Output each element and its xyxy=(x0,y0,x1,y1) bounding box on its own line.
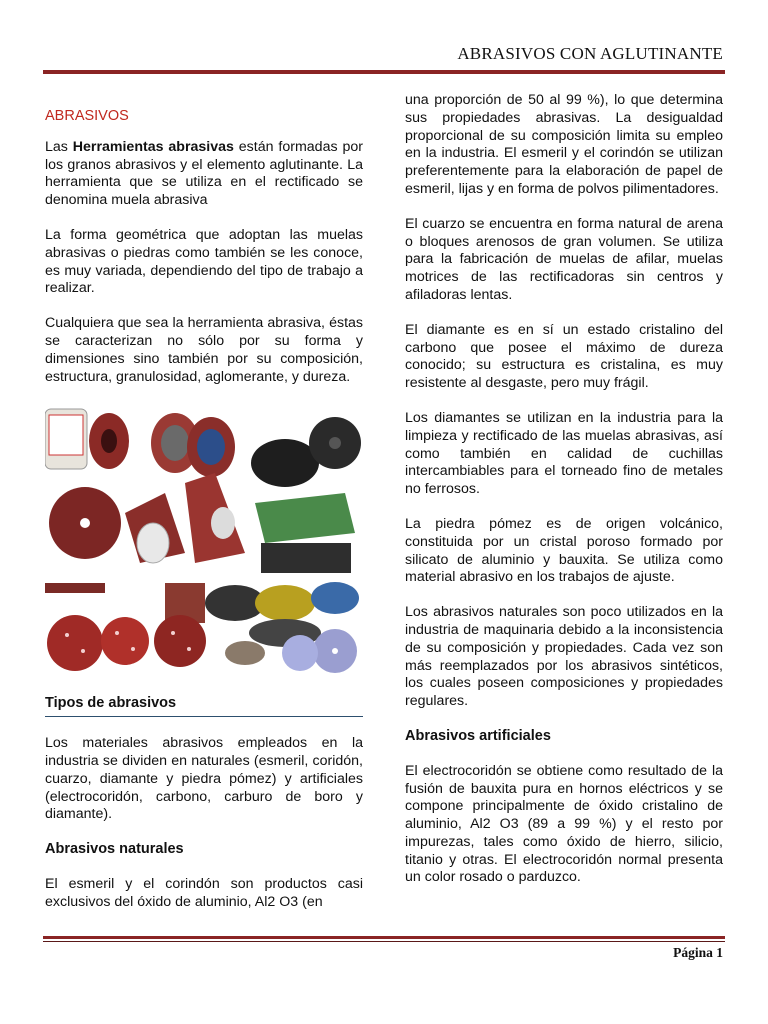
bold-term: Herramientas abrasivas xyxy=(72,138,234,155)
paragraph: La forma geométrica que adoptan las muelas abrasivas o piedras como también se les conoce, es muy variada, dependiendo del tipo de trabajo a realizar. xyxy=(45,226,363,297)
paragraph: El cuarzo se encuentra en forma natural de arena o bloques arenosos de gran volumen. Se utiliza para la fabricación de muelas de afilar, muelas motrices de las rectificadoras sin centros y afiladoras lentas. xyxy=(405,215,723,303)
paragraph xyxy=(45,139,363,210)
header-rule xyxy=(43,70,725,74)
footer-rule-thin xyxy=(43,941,725,942)
section-heading-naturales: Abrasivos naturales xyxy=(45,841,184,858)
text-run: Las xyxy=(45,138,73,155)
section-heading-tipos: Tipos de abrasivos xyxy=(45,695,363,717)
paragraph: La piedra pómez es de origen volcánico, constituida por un cristal poroso formado por silicato de aluminio y bauxita. Se utiliza como material abrasivo en los trabajos de ajuste. xyxy=(405,515,723,586)
footer-rule xyxy=(43,936,725,939)
paragraph: El diamante es en sí un estado cristalino del carbono que posee el máximo de dureza conocido; su estructura es cristalina, es muy resistente al desgaste, pero muy frágil. xyxy=(405,321,723,392)
paragraph: El esmeril y el corindón son productos casi exclusivos del óxido de aluminio, Al2 O3 (en xyxy=(45,875,363,910)
paragraph: una proporción de 50 al 99 %), lo que determina sus propiedades abrasivas. La desigualdad proporcional de su composición limita su empleo en la industria. El esmeril y el corindón se utilizan preferentemente para la elaboración de papel de esmeril, lijas y en forma de polvos pilimentadores. xyxy=(405,92,723,197)
right-column xyxy=(405,92,723,904)
paragraph: Cualquiera que sea la herramienta abrasiva, éstas se caracterizan no sólo por su forma y dimensiones sino también por su composición, estructura, granulosidad, aglomerante, y dureza. xyxy=(45,315,363,385)
paragraph: El electrocoridón se obtiene como resultado de la fusión de bauxita pura en hornos eléctricos y se compone principalmente de óxido cristalino de aluminio, Al2 O3 (89 a 99 %) y el resto por impurezas, tales como óxido de hierro, silicio, titanio y otras. El electrocoridón normal presenta un color rosado o parduzco. xyxy=(405,762,723,886)
section-heading-artificiales: Abrasivos artificiales xyxy=(405,727,551,744)
paragraph: Los diamantes se utilizan en la industria para la limpieza y rectificado de las muelas abrasivas, así como también en calidad de cuchillas intercambiables para el torneado fino de metales no ferrosos. xyxy=(405,409,723,498)
paragraph: Los materiales abrasivos empleados en la industria se dividen en naturales (esmeril, coridón, cuarzo, diamante y piedra pómez) y artificiales (electrocoridón, carbono, carburo de boro y diamante). xyxy=(45,735,363,823)
abrasive-products-photo xyxy=(45,403,363,673)
page-number: Página 1 xyxy=(673,945,723,960)
text-run: están formadas por los granos abrasivos y el elemento aglutinante. La herramienta que se utiliza en el rectificado se denomina muela abrasiva xyxy=(45,138,363,209)
paragraph: Los abrasivos naturales son poco utilizados en la industria de maquinaria debido a la inconsistencia de su composición y propiedades. Cada vez son más reemplazados por los abrasivos sintéticos, los cuales poseen composiciones y propiedades regulares. xyxy=(405,604,723,710)
header-title: ABRASIVOS CON AGLUTINANTE xyxy=(457,44,723,63)
left-column xyxy=(45,108,363,929)
section-heading-abrasivos: ABRASIVOS xyxy=(45,108,129,124)
